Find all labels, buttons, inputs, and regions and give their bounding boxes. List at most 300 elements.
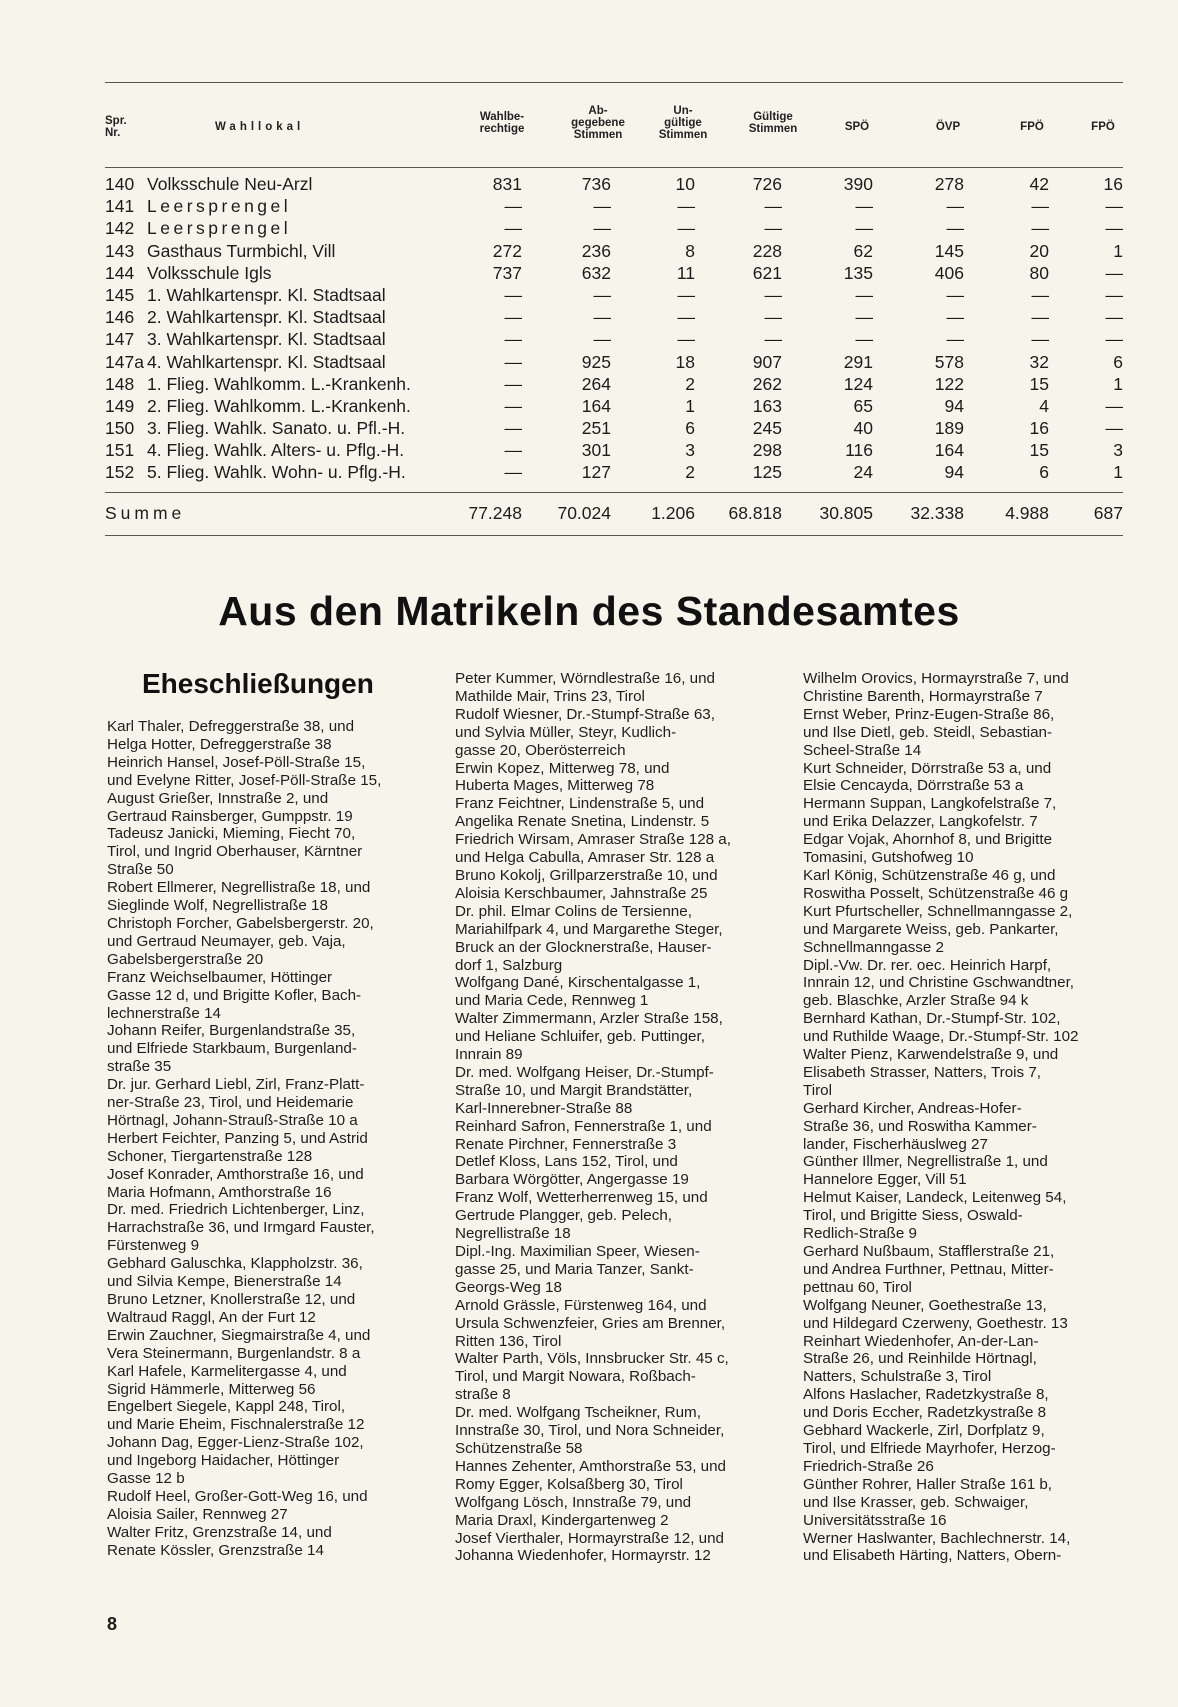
marriage-entry-line: Dipl.-Vw. Dr. rer. oec. Heinrich Harpf, [803, 956, 1052, 974]
row-value: 62 [853, 240, 873, 261]
marriage-entry-line: Gasse 12 b [107, 1470, 185, 1488]
marriage-entry-line: Josef Konrader, Amthorstraße 16, und [107, 1165, 364, 1183]
row-number: 151 [105, 440, 135, 461]
column-right [803, 670, 1133, 1565]
marriage-entry-line: Romy Egger, Kolsaßberg 30, Tirol [455, 1475, 683, 1493]
marriage-entry-line: und Ruthilde Waage, Dr.-Stumpf-Str. 102 [803, 1028, 1079, 1046]
marriage-entry-line: Karl Hafele, Karmelitergasse 4, und [107, 1362, 347, 1380]
marriage-entry-line: Bruno Kokolj, Grillparzerstraße 10, und [455, 866, 718, 884]
marriage-entry-line: Hannes Zehenter, Amthorstraße 53, und [455, 1457, 727, 1475]
row-value: — [504, 284, 522, 305]
row-number: 140 [105, 174, 135, 194]
marriage-entry-line: geb. Blaschke, Arzler Straße 94 k [803, 992, 1029, 1010]
marriage-entry-line: Dr. phil. Elmar Colins de Tersienne, [455, 902, 692, 920]
table-row [105, 328, 1123, 350]
marriage-entry-line: Georgs-Weg 18 [455, 1278, 562, 1296]
sum-value: 687 [1093, 502, 1123, 523]
table-row [105, 439, 1123, 461]
row-value: 301 [581, 440, 611, 461]
row-value: 15 [1029, 373, 1049, 394]
row-value: — [764, 218, 782, 239]
marriage-entry-line: Tirol, und Margit Nowara, Roßbach- [455, 1368, 696, 1386]
row-value: 3 [685, 440, 695, 461]
marriage-entry-line: Tomasini, Gutshofweg 10 [803, 849, 974, 867]
row-value: — [677, 284, 695, 305]
row-value: — [593, 196, 611, 217]
row-value: — [946, 196, 964, 217]
row-value: 122 [934, 373, 964, 394]
row-value: — [764, 307, 782, 328]
row-value: — [1031, 307, 1049, 328]
row-value: — [764, 284, 782, 305]
row-value: 272 [492, 240, 522, 261]
row-wahllokal: 1. Wahlkartenspr. Kl. Stadtsaal [147, 284, 386, 305]
row-value: 125 [752, 462, 782, 483]
header-col: FPÖ [1020, 121, 1044, 133]
marriage-entry-line: gasse 25, und Maria Tanzer, Sankt- [455, 1260, 694, 1278]
marriage-entry-line: Waltraud Raggl, An der Furt 12 [107, 1308, 316, 1326]
marriage-entry-line: Gertrude Plangger, geb. Pelech, [455, 1207, 672, 1225]
marriage-entry-line: Christoph Forcher, Gabelsbergerstr. 20, [107, 914, 374, 932]
marriage-entry-line: Bruno Letzner, Knollerstraße 12, und [107, 1291, 356, 1308]
row-value: — [677, 307, 695, 328]
row-value: 40 [853, 418, 873, 439]
row-value: 145 [934, 240, 964, 261]
marriage-entry-line: Franz Wolf, Wetterherrenweg 15, und [455, 1189, 708, 1207]
marriage-entry-line: Gerhard Kircher, Andreas-Hofer- [803, 1099, 1022, 1117]
row-value: 2 [685, 373, 695, 394]
marriage-entry-line: Helmut Kaiser, Landeck, Leitenweg 54, [803, 1189, 1067, 1207]
row-value: 20 [1029, 240, 1049, 261]
row-number: 141 [105, 196, 135, 217]
marriage-entry-line: und Doris Eccher, Radetzkystraße 8 [803, 1404, 1047, 1422]
row-number: 144 [105, 262, 135, 283]
row-value: — [677, 329, 695, 350]
marriage-entry-line: Alfons Haslacher, Radetzkystraße 8, [803, 1386, 1049, 1404]
row-value: — [504, 462, 522, 483]
marriage-entry-line: und Ingeborg Haidacher, Höttinger [107, 1452, 340, 1470]
marriage-entry-line: Heinrich Hansel, Josef-Pöll-Straße 15, [107, 753, 366, 771]
table-row [105, 173, 1123, 195]
header-col: ÖVP [935, 121, 961, 133]
row-wahllokal: Volksschule Igls [147, 262, 272, 283]
sum-row [105, 492, 1123, 536]
sum-value: 32.338 [910, 502, 964, 523]
row-wahllokal: 2. Wahlkartenspr. Kl. Stadtsaal [147, 307, 386, 328]
row-value: — [504, 395, 522, 416]
marriage-entry-line: Schützenstraße 58 [455, 1439, 583, 1457]
marriage-entry-line: Arnold Grässle, Fürstenweg 164, und [455, 1296, 707, 1314]
row-wahllokal: 4. Flieg. Wahlk. Alters- u. Pflg.-H. [147, 440, 405, 461]
row-value: — [504, 440, 522, 461]
marriage-entry-line: Robert Ellmerer, Negrellistraße 18, und [107, 879, 371, 897]
marriage-entry-line: Engelbert Siegele, Kappl 248, Tirol, [107, 1398, 346, 1416]
marriage-entry-line: Roswitha Posselt, Schützenstraße 46 g [803, 884, 1069, 902]
marriage-entry-line: Maria Hofmann, Amthorstraße 16 [107, 1183, 332, 1201]
table-row [105, 395, 1123, 417]
marriage-entry-line: und Erika Delazzer, Langkofelstr. 7 [803, 813, 1038, 831]
marriage-entry-line: Josef Vierthaler, Hormayrstraße 12, und [455, 1529, 724, 1547]
row-value: 6 [1113, 351, 1123, 372]
row-value: 298 [752, 440, 782, 461]
row-number: 150 [105, 418, 135, 439]
marriage-entry-line: Wilhelm Orovics, Hormayrstraße 7, und [803, 670, 1069, 687]
row-value: 726 [752, 174, 782, 194]
row-value: — [504, 418, 522, 439]
row-value: — [1105, 329, 1123, 350]
row-value: 4 [1039, 395, 1049, 416]
marriage-entry-line: lechnerstraße 14 [107, 1004, 221, 1022]
table-row [105, 217, 1123, 239]
row-number: 149 [105, 395, 135, 416]
marriage-entry-line: Tirol, und Elfriede Mayrhofer, Herzog- [803, 1439, 1056, 1457]
marriage-entry-line: Gabelsbergerstraße 20 [107, 950, 264, 968]
row-value: — [1105, 307, 1123, 328]
marriage-entry-line: Detlef Kloss, Lans 152, Tirol, und [455, 1153, 678, 1171]
row-value: — [677, 218, 695, 239]
row-number: 152 [105, 462, 135, 483]
table-row [105, 461, 1123, 483]
marriage-entry-line: Edgar Vojak, Ahornhof 8, und Brigitte [803, 831, 1053, 849]
marriage-entry-line: Werner Haslwanter, Bachlechnerstr. 14, [803, 1529, 1071, 1547]
marriage-entry-line: Huberta Mages, Mitterweg 78 [455, 777, 655, 795]
marriage-entry-line: Innrain 89 [455, 1046, 523, 1064]
row-value: — [855, 284, 873, 305]
page-title: Aus den Matrikeln des Standesamtes [218, 588, 960, 634]
marriage-entry-line: gasse 20, Oberösterreich [455, 741, 626, 759]
marriage-entry-line: Günther Rohrer, Haller Straße 161 b, [803, 1475, 1053, 1493]
row-value: 124 [843, 373, 873, 394]
marriage-entry-line: Sigrid Hämmerle, Mitterweg 56 [107, 1380, 316, 1398]
row-value: — [764, 329, 782, 350]
row-value: — [946, 329, 964, 350]
row-value: 6 [1039, 462, 1049, 483]
row-value: 632 [581, 262, 611, 283]
marriage-entry-line: dorf 1, Salzburg [455, 956, 563, 974]
row-value: 94 [944, 395, 964, 416]
row-value: 278 [934, 174, 964, 194]
row-value: 737 [492, 262, 522, 283]
marriage-entry-line: Schnellmanngasse 2 [803, 938, 944, 956]
marriage-entry-line: Innrain 12, und Christine Gschwandtner, [803, 974, 1075, 992]
marriage-entry-line: Bernhard Kathan, Dr.-Stumpf-Str. 102, [803, 1010, 1061, 1028]
row-number: 142 [105, 218, 135, 239]
row-value: 1 [1113, 373, 1123, 394]
marriage-entry-line: Johann Reifer, Burgenlandstraße 35, [107, 1022, 356, 1040]
row-value: — [946, 307, 964, 328]
marriage-entry-line: Johanna Wiedenhofer, Hormayrstr. 12 [455, 1547, 711, 1565]
marriage-entry-line: Redlich-Straße 9 [803, 1225, 917, 1243]
row-wahllokal: 1. Flieg. Wahlkomm. L.-Krankenh. [147, 373, 411, 394]
table-row [105, 306, 1123, 328]
marriage-entry-line: Gerhard Nußbaum, Stafflerstraße 21, [803, 1243, 1055, 1260]
marriage-entry-line: Wolfgang Lösch, Innstraße 79, und [455, 1493, 692, 1511]
table-row [105, 262, 1123, 284]
marriage-entry-line: und Ilse Krasser, geb. Schwaiger, [803, 1493, 1029, 1511]
marriage-entry-line: Johann Dag, Egger-Lienz-Straße 102, [107, 1434, 364, 1452]
row-wahllokal: 4. Wahlkartenspr. Kl. Stadtsaal [147, 351, 386, 372]
marriage-entry-line: Helga Hotter, Defreggerstraße 38 [107, 735, 332, 753]
column-left [107, 718, 432, 1560]
marriage-entry-line: ner-Straße 23, Tirol, und Heidemarie [107, 1094, 354, 1112]
row-value: 390 [843, 174, 873, 194]
marriage-entry-line: Walter Zimmermann, Arzler Straße 158, [455, 1010, 723, 1028]
marriage-entry-line: und Gertraud Neumayer, geb. Vaja, [107, 932, 346, 950]
row-value: 24 [853, 462, 873, 483]
header-col: Un- gültige Stimmen [658, 105, 708, 141]
row-value: — [593, 218, 611, 239]
marriage-entry-line: Straße 50 [107, 861, 174, 879]
row-value: 925 [581, 351, 611, 372]
row-value: — [504, 329, 522, 350]
marriage-entry-line: und Andrea Furthner, Pettnau, Mitter- [803, 1260, 1054, 1278]
row-value: 736 [581, 174, 611, 194]
row-value: 578 [934, 351, 964, 372]
marriage-entry-line: Gebhard Galuschka, Klappholzstr. 36, [107, 1255, 363, 1273]
marriage-entry-line: Hörtnagl, Johann-Strauß-Straße 10 a [107, 1111, 358, 1129]
row-value: 245 [752, 418, 782, 439]
row-value: — [946, 284, 964, 305]
marriage-entry-line: und Elisabeth Härting, Natters, Obern- [803, 1547, 1062, 1565]
marriage-entry-line: Dr. med. Wolfgang Heiser, Dr.-Stumpf- [455, 1063, 714, 1081]
marriage-entry-line: Hermann Suppan, Langkofelstraße 7, [803, 795, 1057, 813]
column-middle [455, 670, 785, 1565]
row-value: — [1105, 395, 1123, 416]
row-value: 6 [685, 418, 695, 439]
row-value: — [504, 373, 522, 394]
row-value: 10 [675, 174, 695, 194]
sum-label: Summe [105, 502, 186, 523]
row-number: 145 [105, 284, 135, 305]
marriage-entry-line: Tirol [803, 1081, 832, 1099]
marriage-entry-line: Barbara Wörgötter, Angergasse 19 [455, 1171, 689, 1189]
marriage-entry-line: Peter Kummer, Wörndlestraße 16, und [455, 670, 715, 687]
marriage-entry-line: und Margarete Weiss, geb. Pankarter, [803, 920, 1059, 938]
row-value: — [1105, 218, 1123, 239]
marriage-entry-line: Straße 10, und Margit Brandstätter, [455, 1081, 693, 1099]
row-value: — [1031, 329, 1049, 350]
marriage-entry-line: Universitätsstraße 16 [803, 1511, 947, 1529]
section-heading: Eheschließungen [142, 668, 374, 699]
marriage-entry-line: und Sylvia Müller, Steyr, Kudlich- [455, 723, 677, 741]
row-value: 42 [1029, 174, 1049, 194]
row-value: — [855, 329, 873, 350]
header-col: Wahlbe- rechtige [479, 111, 525, 135]
marriage-entry-line: Elisabeth Strasser, Natters, Trois 7, [803, 1063, 1042, 1081]
marriage-entry-line: Reinhart Wiedenhofer, An-der-Lan- [803, 1332, 1039, 1350]
marriage-entry-line: Erwin Zauchner, Siegmairstraße 4, und [107, 1326, 371, 1344]
row-value: 18 [675, 351, 695, 372]
header-col: Ab- gegebene Stimmen [571, 105, 625, 141]
marriage-entry-line: Reinhard Safron, Fennerstraße 1, und [455, 1117, 712, 1135]
marriage-entry-line: Renate Kössler, Grenzstraße 14 [107, 1541, 324, 1559]
row-number: 146 [105, 307, 135, 328]
row-wahllokal: 5. Flieg. Wahlk. Wohn- u. Pflg.-H. [147, 462, 406, 483]
marriage-entry-line: Karl Thaler, Defreggerstraße 38, und [107, 718, 355, 735]
row-value: — [1105, 196, 1123, 217]
marriage-entry-line: Herbert Feichter, Panzing 5, und Astrid [107, 1129, 368, 1147]
marriage-entry-line: August Grießer, Innstraße 2, und [107, 789, 329, 807]
marriage-entry-line: Straße 26, und Reinhilde Hörtnagl, [803, 1350, 1037, 1368]
marriage-entry-line: Dipl.-Ing. Maximilian Speer, Wiesen- [455, 1243, 700, 1260]
marriage-entry-line: Hannelore Egger, Vill 51 [803, 1171, 967, 1189]
marriage-entry-line: Erwin Kopez, Mitterweg 78, und [455, 759, 670, 777]
row-value: 406 [934, 262, 964, 283]
marriage-entry-line: Fürstenweg 9 [107, 1237, 200, 1255]
row-value: 189 [934, 418, 964, 439]
row-value: — [593, 329, 611, 350]
header-wahllokal: Wahllokal [215, 121, 305, 133]
row-value: 15 [1029, 440, 1049, 461]
row-value: — [677, 196, 695, 217]
row-value: — [1031, 218, 1049, 239]
marriage-entry-line: Walter Parth, Völs, Innsbrucker Str. 45 c, [455, 1350, 729, 1368]
row-value: 264 [581, 373, 611, 394]
marriage-entry-line: Franz Weichselbaumer, Höttinger [107, 968, 333, 986]
marriage-entry-line: und Marie Eheim, Fischnalerstraße 12 [107, 1416, 365, 1434]
sum-value: 30.805 [819, 502, 873, 523]
row-value: — [593, 307, 611, 328]
row-value: 116 [845, 440, 873, 461]
row-value: 16 [1029, 418, 1049, 439]
row-value: — [1105, 418, 1123, 439]
row-value: 907 [752, 351, 782, 372]
row-value: — [946, 218, 964, 239]
marriage-entry-line: Mariahilfpark 4, und Margarethe Steger, [455, 920, 723, 938]
marriage-entry-line: Dr. med. Wolfgang Tscheikner, Rum, [455, 1404, 701, 1422]
row-value: 251 [581, 418, 611, 439]
row-wahllokal: Leersprengel [147, 218, 292, 239]
marriage-entry-line: Maria Draxl, Kindergartenweg 2 [455, 1511, 669, 1529]
header-col: SPÖ [844, 121, 870, 133]
table-row [105, 417, 1123, 439]
marriage-entry-line: Gertraud Rainsberger, Gumppstr. 19 [107, 807, 353, 825]
row-value: 831 [492, 174, 522, 194]
marriage-entry-line: Ritten 136, Tirol [455, 1332, 562, 1350]
header-nr: Spr. Nr. [105, 115, 127, 139]
table-row [105, 351, 1123, 373]
sum-value: 70.024 [557, 502, 611, 523]
row-value: — [504, 218, 522, 239]
row-value: 1 [1113, 462, 1123, 483]
marriage-entry-line: und Silvia Kempe, Bienerstraße 14 [107, 1273, 342, 1291]
row-value: — [764, 196, 782, 217]
marriage-entry-line: Gasse 12 d, und Brigitte Kofler, Bach- [107, 986, 362, 1004]
row-value: 228 [752, 240, 782, 261]
row-wahllokal: Volksschule Neu-Arzl [147, 174, 313, 194]
row-value: — [593, 284, 611, 305]
marriage-entry-line: und Evelyne Ritter, Josef-Pöll-Straße 15, [107, 771, 382, 789]
row-value: — [1031, 196, 1049, 217]
marriage-entry-line: Walter Fritz, Grenzstraße 14, und [107, 1523, 332, 1541]
page-number: 8 [107, 1614, 118, 1634]
header-col: Gültige Stimmen [748, 111, 798, 135]
row-number: 148 [105, 373, 135, 394]
row-value: 135 [843, 262, 873, 283]
row-value: 127 [581, 462, 611, 483]
marriage-entry-line: Aloisia Kerschbaumer, Jahnstraße 25 [455, 884, 708, 902]
row-value: — [1105, 284, 1123, 305]
marriage-entry-line: Straße 36, und Roswitha Kammer- [803, 1117, 1037, 1135]
marriage-entry-line: Negrellistraße 18 [455, 1225, 571, 1243]
row-value: — [855, 218, 873, 239]
table-row [105, 240, 1123, 262]
table-body [105, 168, 1123, 484]
marriage-entry-line: Gebhard Wackerle, Zirl, Dorfplatz 9, [803, 1422, 1045, 1440]
marriage-entry-line: Christine Barenth, Hormayrstraße 7 [803, 687, 1043, 705]
row-value: 1 [685, 395, 695, 416]
marriage-entry-line: Tirol, und Brigitte Siess, Oswald- [803, 1207, 1023, 1225]
marriage-entry-line: Rudolf Heel, Großer-Gott-Weg 16, und [107, 1487, 368, 1505]
row-value: 1 [1113, 240, 1123, 261]
row-value: 8 [685, 240, 695, 261]
table-row [105, 373, 1123, 395]
sum-value: 68.818 [728, 502, 782, 523]
marriage-entry-line: und Maria Cede, Rennweg 1 [455, 992, 649, 1010]
marriage-entry-line: Schoner, Tiergartenstraße 128 [107, 1147, 313, 1165]
marriage-entry-line: Tadeusz Janicki, Mieming, Fiecht 70, [107, 825, 356, 843]
sum-value: 4.988 [1005, 502, 1049, 523]
marriage-entry-line: Dr. med. Friedrich Lichtenberger, Linz, [107, 1201, 365, 1219]
marriage-entry-line: straße 8 [455, 1386, 511, 1404]
row-value: 164 [581, 395, 611, 416]
marriage-entry-line: Scheel-Straße 14 [803, 741, 922, 759]
marriage-entry-line: Kurt Pfurtscheller, Schnellmanngasse 2, [803, 902, 1073, 920]
marriage-entry-line: und Heliane Schluifer, geb. Puttinger, [455, 1028, 705, 1046]
marriage-entry-line: Innstraße 30, Tirol, und Nora Schneider, [455, 1422, 725, 1440]
row-number: 147 [105, 329, 135, 350]
marriage-entry-line: straße 35 [107, 1058, 172, 1076]
row-value: — [855, 196, 873, 217]
row-value: 80 [1029, 262, 1049, 283]
marriage-entry-line: Karl-Innerebner-Straße 88 [455, 1099, 633, 1117]
marriage-entry-line: und Hildegard Czerweny, Goethestr. 13 [803, 1314, 1068, 1332]
table-row [105, 195, 1123, 217]
row-value: 11 [676, 262, 695, 283]
marriage-entry-line: und Ilse Dietl, geb. Steidl, Sebastian- [803, 723, 1053, 741]
election-results-table [105, 82, 1123, 536]
marriage-entry-line: Franz Feichtner, Lindenstraße 5, und [455, 795, 705, 813]
marriage-entry-line: Dr. jur. Gerhard Liebl, Zirl, Franz-Platt- [107, 1076, 365, 1094]
table-row [105, 284, 1123, 306]
row-value: — [855, 307, 873, 328]
row-value: 164 [934, 440, 964, 461]
marriage-entry-line: Bruck an der Glocknerstraße, Hauser- [455, 938, 712, 956]
marriage-entry-line: Wolfgang Dané, Kirschentalgasse 1, [455, 974, 701, 992]
row-value: 163 [752, 395, 782, 416]
marriage-entry-line: Renate Pirchner, Fennerstraße 3 [455, 1135, 677, 1153]
marriage-entry-line: lander, Fischerhäuslweg 27 [803, 1135, 988, 1153]
marriage-entry-line: Mathilde Mair, Trins 23, Tirol [455, 687, 645, 705]
row-value: 262 [752, 373, 782, 394]
marriage-entry-line: Wolfgang Neuner, Goethestraße 13, [803, 1296, 1047, 1314]
row-value: 94 [944, 462, 964, 483]
marriage-entry-line: Ursula Schwenzfeier, Gries am Brenner, [455, 1314, 726, 1332]
row-value: 291 [843, 351, 873, 372]
marriage-entry-line: Vera Steinermann, Burgenlandstr. 8 a [107, 1344, 361, 1362]
row-value: — [1105, 262, 1123, 283]
marriage-entry-line: Natters, Schulstraße 3, Tirol [803, 1368, 992, 1386]
marriage-entry-line: Karl König, Schützenstraße 46 g, und [803, 866, 1056, 884]
marriage-entry-line: und Helga Cabulla, Amraser Str. 128 a [455, 849, 715, 867]
marriage-entry-line: Ernst Weber, Prinz-Eugen-Straße 86, [803, 705, 1055, 723]
row-wahllokal: Gasthaus Turmbichl, Vill [147, 240, 336, 261]
row-wahllokal: 3. Flieg. Wahlk. Sanato. u. Pfl.-H. [147, 418, 406, 439]
row-value: — [504, 351, 522, 372]
table-header [105, 83, 1123, 168]
row-value: 32 [1029, 351, 1049, 372]
row-value: 3 [1113, 440, 1123, 461]
